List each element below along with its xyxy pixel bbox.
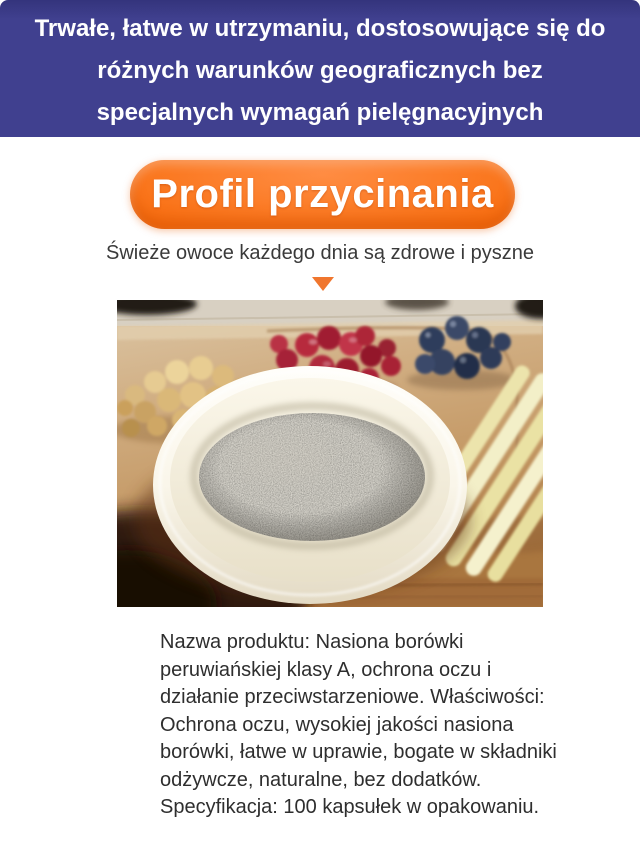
header-banner [0, 0, 640, 137]
description-line-7: Specyfikacja: 100 kapsułek w opakowaniu. [160, 796, 540, 818]
section-title-label: Profil przycinania [151, 172, 494, 216]
banner-text-line-2: różnych warunków geograficznych bez [97, 57, 543, 84]
section-subtitle: Świeże owoce każdego dnia są zdrowe i pyszne [105, 242, 535, 264]
product-photo-illustration [117, 300, 543, 607]
chia-seeds [199, 413, 425, 541]
down-triangle-icon [312, 277, 334, 291]
banner-text-line-3: specjalnych wymagań pielęgnacyjnych [96, 99, 544, 126]
description-line-6: odżywcze, naturalne, bez dodatków. [160, 768, 482, 791]
description-line-1: Nazwa produktu: Nasiona borówki [160, 631, 464, 653]
description-line-4: Ochrona oczu, wysokiej jakości nasiona [160, 713, 514, 736]
product-description [160, 629, 560, 822]
description-line-5: borówki, łatwe w uprawie, bogate w składniki [160, 741, 557, 763]
description-line-3: działanie przeciwstarzeniowe. Właściwości: [160, 686, 545, 708]
banner-text-line-1: Trwałe, łatwe w utrzymaniu, dostosowujące się do [34, 15, 606, 42]
description-line-2: peruwiańskiej klasy A, ochrona oczu i [160, 658, 492, 681]
section-title-pill [130, 160, 515, 229]
product-photo [117, 300, 543, 607]
